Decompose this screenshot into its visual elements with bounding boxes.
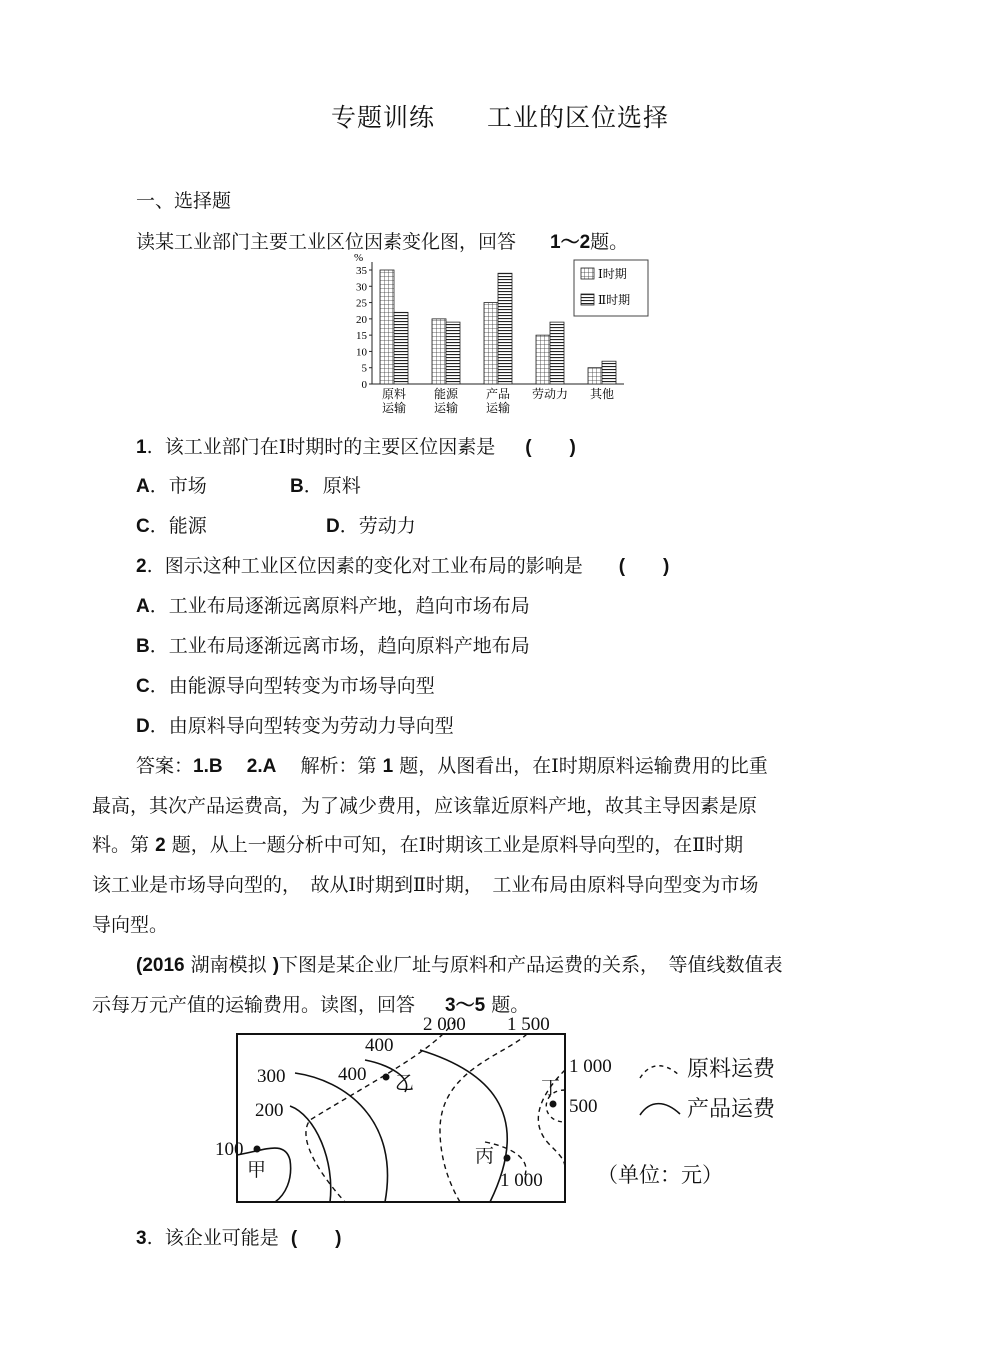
label-300: 300 [257, 1066, 286, 1087]
label-ding: 丁 [541, 1078, 561, 1099]
intro2-src-name: 湖南模拟 [190, 954, 267, 976]
question-1: 1. 该工业部门在Ⅰ时期时的主要区位因素是 ( ) [136, 436, 576, 458]
q2-option-a[interactable]: A．工业布局逐渐远离原料产地，趋向市场布局 [136, 595, 530, 617]
q2-d-text: 由原料导向型转变为劳动力导向型 [168, 715, 454, 737]
intro-2-line-1 [136, 950, 783, 977]
legend-solid-line [640, 1104, 680, 1115]
label-400-left: 400 [338, 1064, 367, 1085]
product-isoline-300 [295, 1073, 388, 1202]
label-200: 200 [255, 1100, 284, 1121]
bar-chart-svg [352, 252, 652, 414]
legend-product-label: 产品运费 [687, 1096, 776, 1121]
q1-c-letter: C [136, 516, 150, 537]
category-label: 运输 [381, 401, 407, 415]
y-tick-label: 5 [361, 362, 367, 375]
q1-a-text: 市场 [168, 475, 207, 497]
q1-b-letter: B [290, 476, 304, 497]
answer-line-1 [136, 751, 768, 778]
q1-option-c[interactable]: C．能源 [136, 515, 207, 537]
category-label: 劳动力 [531, 387, 569, 401]
legend-raw-label: 原料运费 [687, 1056, 776, 1081]
point-yi [383, 1074, 390, 1081]
question-3: 3. 该企业可能是 ( ) [136, 1227, 342, 1249]
bar-1-3 [484, 303, 498, 384]
intro2-src-year: (2016 [136, 955, 185, 976]
product-isoline-400 [420, 1050, 507, 1202]
isoline-map-svg [215, 1010, 795, 1210]
answer-label: 答案： [136, 755, 194, 777]
point-ding [550, 1101, 557, 1108]
y-tick-label: 10 [356, 346, 367, 359]
y-tick-label: 25 [356, 297, 367, 310]
title-part1: 专题训练 [330, 103, 435, 132]
point-jia [254, 1146, 261, 1153]
q1-text: 该工业部门在Ⅰ时期时的主要区位因素是 [164, 436, 496, 458]
intro1-range: 1～2 [550, 232, 591, 253]
q2-d-letter: D [136, 716, 150, 737]
category-label: 原料 [381, 387, 407, 401]
bar-chart [352, 252, 652, 414]
q2-paren: ( ) [618, 556, 670, 577]
intro2-range: 3～5 [445, 995, 486, 1016]
intro2-src-close: ) [272, 955, 280, 976]
label-bing: 丙 [475, 1146, 495, 1167]
answer-l3a: 料。第 [92, 834, 150, 856]
label-1500: 1 500 [507, 1014, 550, 1035]
product-isoline-200 [290, 1106, 331, 1202]
title-part2: 工业的区位选择 [487, 103, 670, 132]
q1-number: 1 [136, 437, 147, 458]
answer-line-4: 该工业是市场导向型的， 故从Ⅰ时期到Ⅱ时期， 工业布局由原料导向型变为市场 [92, 874, 759, 896]
intro2-text1: 下图是某企业厂址与原料和产品运费的关系， 等值线数值表 [279, 954, 783, 976]
q2-option-d[interactable]: D．由原料导向型转变为劳动力导向型 [136, 715, 454, 737]
answer-n1: 1 [382, 756, 394, 777]
q1-option-a[interactable]: A．市场 [136, 475, 207, 497]
q1-b-text: 原料 [322, 475, 361, 497]
q3-text: 该企业可能是 [164, 1227, 279, 1249]
legend-label-2: Ⅱ时期 [598, 293, 631, 307]
bar-2-2 [446, 322, 460, 384]
q1-paren: ( ) [525, 437, 576, 458]
q2-text: 图示这种工业区位因素的变化对工业布局的影响是 [164, 555, 583, 577]
isoline-map [215, 1010, 795, 1210]
label-400-top: 400 [365, 1035, 394, 1056]
y-tick-label: 15 [356, 330, 367, 343]
q2-number: 2 [136, 556, 147, 577]
y-tick-label: 0 [361, 379, 367, 391]
answer-line-5: 导向型。 [92, 914, 169, 936]
q1-d-letter: D [326, 516, 340, 537]
bar-1-2 [432, 319, 446, 384]
label-jia: 甲 [247, 1160, 267, 1181]
bar-1-5 [588, 368, 602, 384]
y-tick-label: 20 [356, 313, 367, 326]
bar-1-1 [380, 270, 394, 384]
q3-number: 3 [136, 1228, 147, 1249]
q2-c-letter: C [136, 676, 150, 697]
y-tick-label: 30 [356, 281, 367, 294]
answer-l1-end: 题，从图看出，在Ⅰ时期原料运输费用的比重 [399, 755, 768, 777]
q2-b-letter: B [136, 636, 150, 657]
q2-a-text: 工业布局逐渐远离原料产地，趋向市场布局 [168, 595, 530, 617]
bar-2-1 [394, 312, 408, 384]
q2-a-letter: A [136, 596, 150, 617]
q3-paren: ( ) [290, 1228, 342, 1249]
answer-n2: 2 [155, 835, 166, 856]
y-tick-label: 35 [356, 265, 367, 277]
answer-line-2: 最高，其次产品运费高，为了减少费用，应该靠近原料产地，故其主导因素是原 [92, 795, 758, 817]
label-yi: 乙 [395, 1073, 415, 1094]
intro2-suffix: 题。 [491, 994, 530, 1016]
category-label: 产品 [485, 387, 511, 401]
label-1000-bottom: 1 000 [500, 1170, 543, 1191]
q1-c-text: 能源 [168, 515, 207, 537]
label-500: 500 [569, 1096, 598, 1117]
y-unit-label: % [354, 252, 364, 264]
point-bing [504, 1155, 511, 1162]
q1-option-b[interactable]: B．原料 [290, 475, 361, 497]
bar-2-3 [498, 273, 512, 384]
q2-b-text: 工业布局逐渐远离市场，趋向原料产地布局 [168, 635, 530, 657]
q1-a-letter: A [136, 476, 150, 497]
question-2: 2. 图示这种工业区位因素的变化对工业布局的影响是 ( ) [136, 555, 670, 577]
q1-d-text: 劳动力 [358, 515, 416, 537]
map-unit-label: （单位：元） [597, 1163, 723, 1187]
answer-l1-rest: 解析：第 [300, 755, 377, 777]
answer-line-3 [92, 830, 882, 857]
category-label: 运输 [433, 401, 459, 415]
category-label: 能源 [433, 387, 459, 401]
intro1-text: 读某工业部门主要工业区位因素变化图，回答 [136, 231, 517, 253]
legend-swatch-1 [581, 268, 594, 279]
q2-option-b[interactable]: B．工业布局逐渐远离市场，趋向原料产地布局 [136, 635, 530, 657]
legend-label-1: Ⅰ时期 [598, 267, 627, 281]
intro-1 [136, 227, 628, 254]
category-label: 其他 [589, 387, 615, 401]
answer-1: 1.B [193, 756, 223, 777]
intro2-text2: 示每万元产值的运输费用。读图，回答 [92, 994, 416, 1016]
page-title [0, 98, 1000, 134]
bar-1-4 [536, 335, 550, 384]
category-label: 运输 [485, 401, 511, 415]
q2-c-text: 由能源导向型转变为市场导向型 [168, 675, 435, 697]
section-heading: 一、选择题 [136, 190, 232, 212]
label-100: 100 [215, 1139, 244, 1160]
label-2000: 2 000 [423, 1014, 466, 1035]
answer-2: 2.A [246, 756, 277, 777]
legend-swatch-2 [581, 294, 594, 305]
answer-l3b: 题，从上一题分析中可知，在Ⅰ时期该工业是原料导向型的，在Ⅱ时期 [171, 834, 744, 856]
intro1-suffix: 题。 [590, 231, 629, 253]
q1-option-d[interactable]: D．劳动力 [326, 515, 416, 537]
bar-2-4 [550, 322, 564, 384]
bar-2-5 [602, 361, 616, 384]
q2-option-c[interactable]: C．由能源导向型转变为市场导向型 [136, 675, 435, 697]
legend-dashed-line [640, 1066, 680, 1078]
label-1000-right: 1 000 [569, 1056, 612, 1077]
